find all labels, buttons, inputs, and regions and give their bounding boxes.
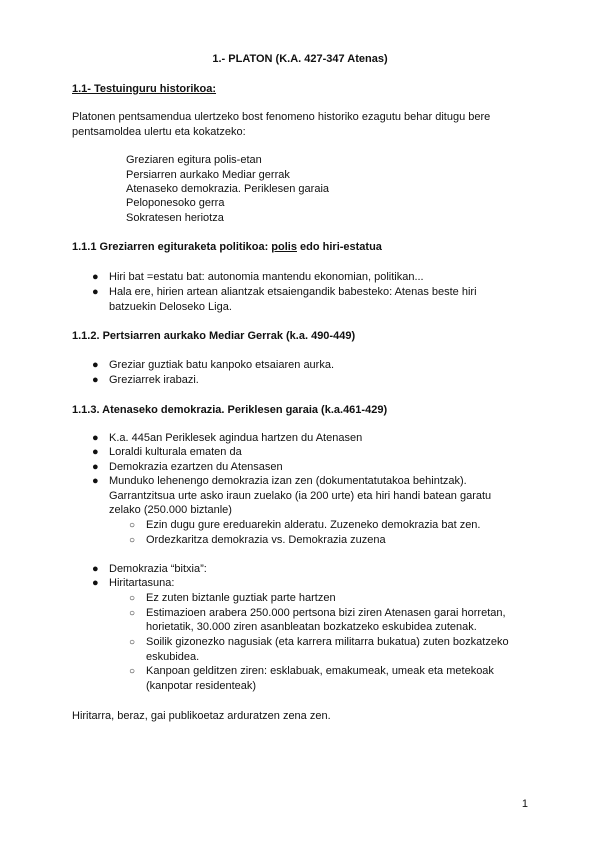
- bullet-icon: ●: [92, 461, 99, 473]
- phenomenon-item: Sokratesen heriotza: [126, 212, 224, 224]
- page-number: 1: [521, 798, 528, 810]
- sub-bullet-icon: ○: [129, 608, 136, 619]
- bullet-icon: ●: [92, 374, 99, 386]
- list-item-continued: batzuekin Deloseko Liga.: [109, 301, 232, 313]
- list-item: Demokrazia “bitxia”:: [109, 563, 207, 575]
- intro-line-1: Platonen pentsamendua ulertzeko bost fenomeno historiko ezagutu behar ditugu bere: [72, 111, 491, 123]
- sub-list-item: Ez zuten biztanle guztiak parte hartzen: [146, 592, 336, 604]
- sub-list-item: Ordezkaritza demokrazia vs. Demokrazia zuzena: [146, 534, 386, 546]
- sub-bullet-icon: ○: [129, 637, 136, 648]
- bullet-icon: ●: [92, 359, 99, 371]
- list-item: Munduko lehenengo demokrazia izan zen (dokumentatutakoa behintzak).: [109, 475, 467, 487]
- list-item: Greziarrek irabazi.: [109, 374, 199, 386]
- sub-list-item: Kanpoan gelditzen ziren: esklabuak, emakumeak, umeak eta metekoak: [146, 665, 494, 677]
- bullet-icon: ●: [92, 432, 99, 444]
- bullet-icon: ●: [92, 446, 99, 458]
- phenomenon-item: Atenaseko demokrazia. Periklesen garaia: [126, 183, 330, 195]
- page-title: 1.- PLATON (K.A. 427-347 Atenas): [212, 53, 388, 65]
- bullet-icon: ●: [92, 563, 99, 575]
- heading-text: edo hiri-estatua: [296, 241, 382, 253]
- sub-list-item: Soilik gizonezko nagusiak (eta karrera militarra bukatua) zuten bozkatzeko: [146, 636, 509, 648]
- section-heading-1-1-1: [72, 240, 382, 255]
- sub-bullet-icon: ○: [129, 520, 136, 531]
- polis-term: polis: [271, 241, 297, 253]
- phenomenon-item: Persiarren aurkako Mediar gerrak: [126, 169, 290, 181]
- list-item: Hala ere, hirien artean aliantzak etsaiengandik babesteko: Atenas beste hiri: [109, 286, 477, 298]
- intro-line-2: pentsamoldea ulertu eta kokatzeko:: [72, 126, 246, 138]
- heading-text: 1.1.1 Greziarren egituraketa politikoa:: [72, 241, 272, 253]
- conclusion-paragraph: Hiritarra, beraz, gai publikoetaz arduratzen zena zen.: [72, 710, 331, 722]
- list-item-continued: Garrantzitsua urte asko iraun zuelako (ia 200 urte) eta hiri handi batean garatu: [109, 490, 492, 502]
- sub-list-item-continued: horietatik, 30.000 ziren asanbleatan bozkatzeko eskubidea zutenak.: [146, 621, 477, 633]
- list-item: Hiritartasuna:: [109, 577, 175, 589]
- phenomenon-item: Greziaren egitura polis-etan: [126, 154, 262, 166]
- section-heading-1-1-2: 1.1.2. Pertsiarren aurkako Mediar Gerrak (k.a. 490-449): [72, 330, 356, 342]
- sub-list-item: Ezin dugu gure ereduarekin alderatu. Zuzeneko demokrazia bat zen.: [146, 519, 481, 531]
- list-item-continued: zelako (250.000 biztanle): [109, 504, 232, 516]
- phenomenon-item: Peloponesoko gerra: [126, 197, 225, 209]
- list-item: Demokrazia ezartzen du Atensasen: [109, 461, 283, 473]
- sub-list-item: Estimazioen arabera 250.000 pertsona bizi ziren Atenasen garai horretan,: [146, 607, 506, 619]
- section-heading-1-1-3: 1.1.3. Atenaseko demokrazia. Periklesen garaia (k.a.461-429): [72, 404, 388, 416]
- sub-list-item-continued: eskubidea.: [146, 651, 200, 663]
- sub-list-item-continued: (kanpotar residenteak): [146, 680, 257, 692]
- bullet-icon: ●: [92, 286, 99, 298]
- list-item: Hiri bat =estatu bat: autonomia mantendu ekonomian, politikan...: [109, 271, 424, 283]
- sub-bullet-icon: ○: [129, 666, 136, 677]
- bullet-icon: ●: [92, 271, 99, 283]
- section-heading-1-1: 1.1- Testuinguru historikoa:: [72, 83, 217, 95]
- sub-bullet-icon: ○: [129, 593, 136, 604]
- bullet-icon: ●: [92, 475, 99, 487]
- list-item: Loraldi kulturala ematen da: [109, 446, 242, 458]
- bullet-icon: ●: [92, 577, 99, 589]
- list-item: Greziar guztiak batu kanpoko etsaiaren aurka.: [109, 359, 335, 371]
- sub-bullet-icon: ○: [129, 535, 136, 546]
- list-item: K.a. 445an Periklesek agindua hartzen du Atenasen: [109, 432, 363, 444]
